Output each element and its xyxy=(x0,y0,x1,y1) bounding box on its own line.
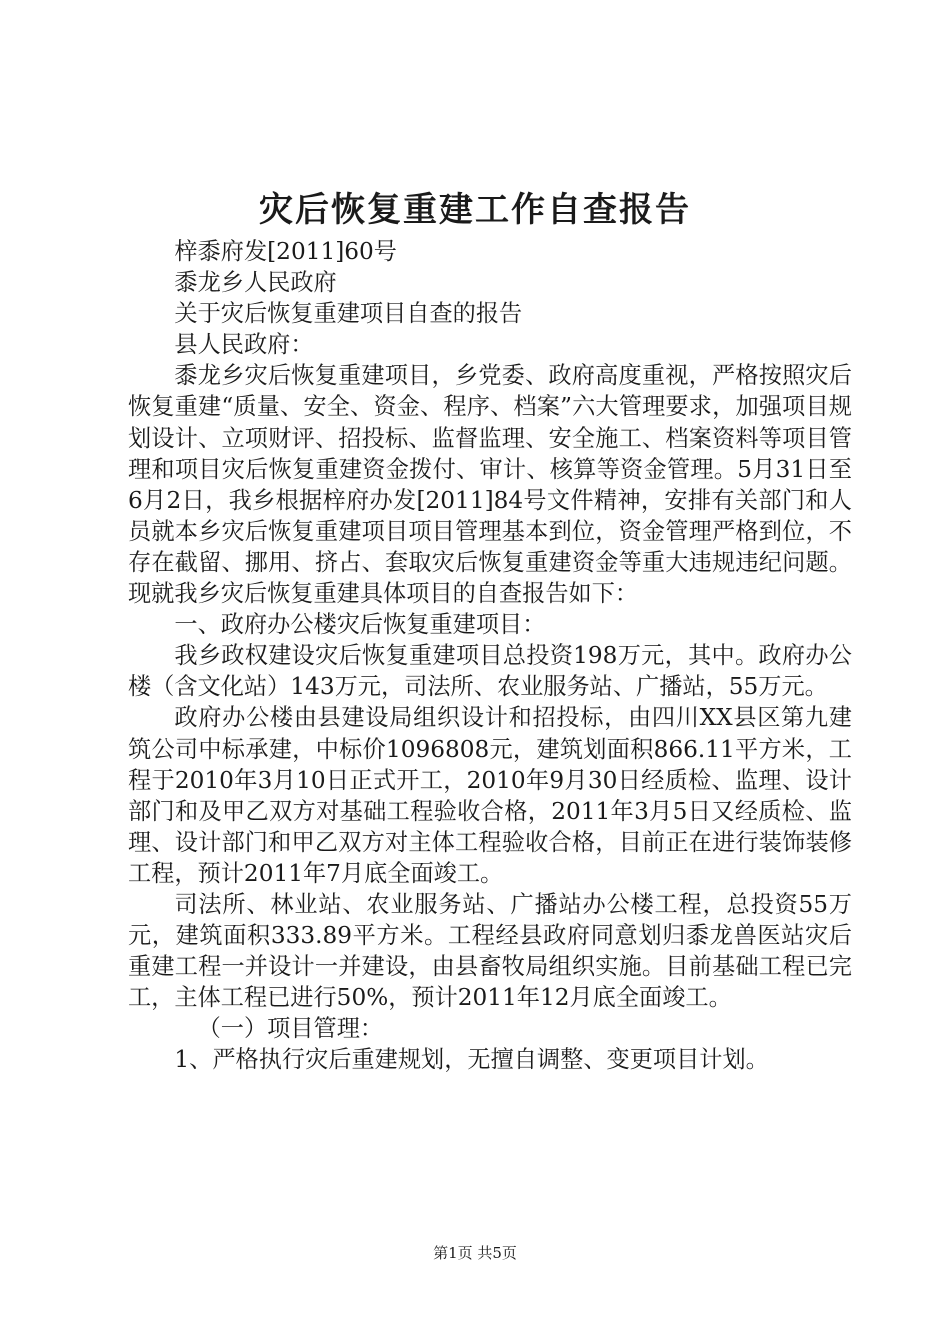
document-number: 梓黍府发[2011]60号 xyxy=(174,238,397,265)
body-paragraph: 我乡政权建设灾后恢复重建项目总投资198万元，其中。政府办公楼（含文化站）143万元，司法所、农业服务站、广播站，55万元。 xyxy=(128,642,852,701)
body-paragraph: 黍龙乡灾后恢复重建项目，乡党委、政府高度重视，严格按照灾后恢复重建“质量、安全、资金、程序、档案”六大管理要求，加强项目规划设计、立项财评、招投标、监督监理、安全施工、档案资料等项目管理和项目灾后恢复重建资金拨付、审计、核算等资金管理。5月31日至6月2日，我乡根据梓府办发[2011]84号文件精神，安排有关部门和人员就本乡灾后恢复重建项目项目管理基本到位，资金管理严格到位，不存在截留、挪用、挤占、套取灾后恢复重建资金等重大违规违纪问题。现就我乡灾后恢复重建具体项目的自查报告如下： xyxy=(128,362,852,608)
issuing-authority: 黍龙乡人民政府 xyxy=(174,269,337,297)
section-heading: 一、政府办公楼灾后恢复重建项目： xyxy=(174,611,546,639)
page-number-footer: 第1页 共5页 xyxy=(433,1244,517,1262)
recipient: 县人民政府： xyxy=(174,331,314,359)
subsection-heading: （一）项目管理： xyxy=(197,1015,384,1043)
list-item: 1、严格执行灾后重建规划，无擅自调整、变更项目计划。 xyxy=(174,1046,769,1074)
document-title: 灾后恢复重建工作自查报告 xyxy=(259,190,691,230)
document-body xyxy=(128,236,852,1076)
report-subject: 关于灾后恢复重建项目自查的报告 xyxy=(174,300,523,328)
body-paragraph: 政府办公楼由县建设局组织设计和招投标，由四川XX县区第九建筑公司中标承建，中标价1096808元，建筑划面积866.11平方米，工程于2010年3月10日正式开工，2010年9月30日经质检、监理、设计部门和及甲乙双方对基础工程验收合格，2011年3月5日又经质检、监理、设计部门和甲乙双方对主体工程验收合格，目前正在进行装饰装修工程，预计2011年7月底全面竣工。 xyxy=(128,704,852,887)
body-paragraph: 司法所、林业站、农业服务站、广播站办公楼工程，总投资55万元，建筑面积333.89平方米。工程经县政府同意划归黍龙兽医站灾后重建工程一并设计一并建设，由县畜牧局组织实施。目前基础工程已完工，主体工程已进行50%，预计2011年12月底全面竣工。 xyxy=(128,890,852,1012)
